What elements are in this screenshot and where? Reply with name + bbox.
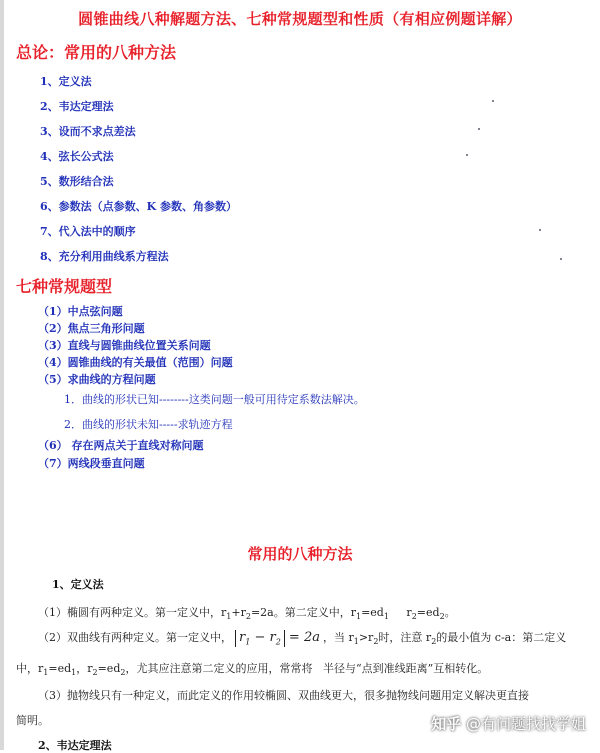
paragraph-ellipse: （1）椭圆有两种定义。第一定义中，$r_1+r_2=2a$。第二定义中，$r_1=ed_1$ $r_2=ed_2$。 [38,606,456,622]
type-item: （5）求曲线的方程问题 [38,373,156,386]
type-item: （4）圆锥曲线的有关最值（范围）问题 [38,356,233,369]
type-item: （7）两线段垂直问题 [38,457,145,470]
scan-speck [492,100,494,102]
method-item: 6、参数法（点参数、K 参数、角参数） [40,200,238,213]
type-item: （1）中点弦问题 [38,305,123,318]
zhihu-watermark [431,713,586,734]
type-item: （2）焦点三角形问题 [38,322,145,335]
method-item: 3、设而不求点差法 [40,125,136,138]
method-item: 1、定义法 [40,75,92,88]
paragraph-parabola-cont: 简明。 [16,714,49,727]
scan-speck [560,258,562,260]
method-item: 4、弦长公式法 [40,150,114,163]
type-item: （6） 存在两点关于直线对称问题 [38,439,204,452]
paragraph-parabola: （3）抛物线只有一种定义，而此定义的作用较椭圆、双曲线更大，很多抛物线问题用定义解决更直接 [38,689,529,702]
types-heading: 七种常规题型 [16,277,113,296]
paragraph-hyperbola: （2）双曲线有两种定义。第一定义中， $r_1 - r_2 = 2a$ ，当 $r_1>r_2$时，注意 $r_2$的最小值为 c-a：第二定义 [38,630,567,647]
abs-difference-formula: $r_1 - r_2 = 2a$ [232,630,323,647]
type-item: （3）直线与圆锥曲线位置关系问题 [38,339,211,352]
scan-speck [539,229,541,231]
vieta-method-heading: 2、韦达定理法 [38,739,112,752]
method-item: 7、代入法中的顺序 [40,225,136,238]
document-title: 圆锥曲线八种解题方法、七种常规题型和性质（有相应例题详解） [78,10,522,28]
summary-heading: 总论：常用的八种方法 [16,43,177,62]
definition-method-heading: 1、定义法 [52,578,104,591]
page-edge [0,0,4,750]
paragraph-hyperbola-cont: 中，$r_1=ed_1$，$r_2=ed_2$，尤其应注意第二定义的应用，常常将 半径与“点到准线距离”互相转化。 [16,662,489,678]
method-item: 8、充分利用曲线系方程法 [40,250,169,263]
scan-speck [478,128,480,130]
section-title: 常用的八种方法 [247,545,353,563]
zhihu-logo: 知乎 [431,715,462,733]
type-subitem: 1．曲线的形状已知--------这类问题一般可用待定系数法解决。 [64,393,365,406]
watermark-handle: @有问题找找学姐 [461,715,586,733]
method-item: 5、数形结合法 [40,175,114,188]
type-subitem: 2．曲线的形状未知-----求轨迹方程 [64,418,233,431]
scan-speck [466,154,468,156]
method-item: 2、韦达定理法 [40,100,114,113]
